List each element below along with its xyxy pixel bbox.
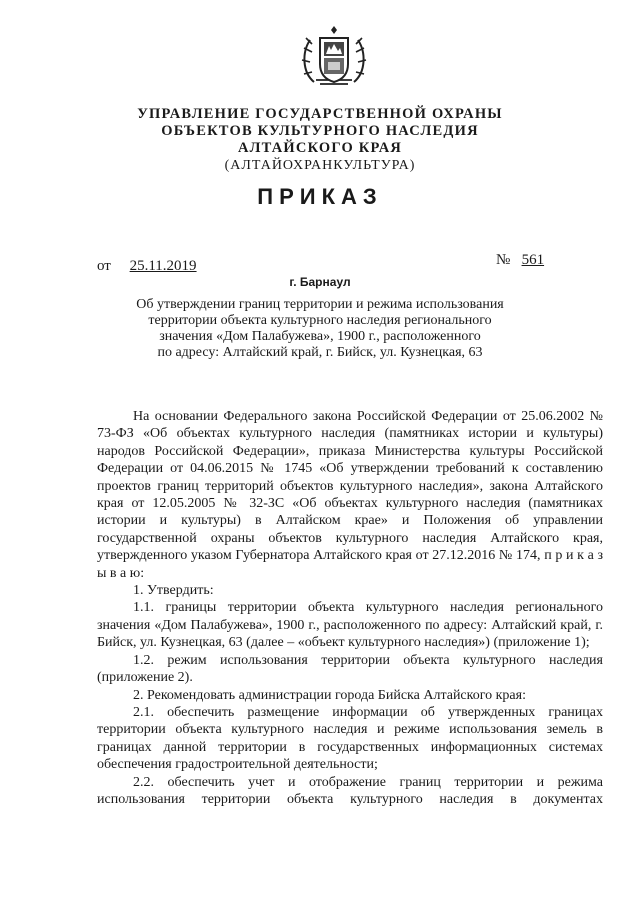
- item-1: 1. Утвердить:: [133, 583, 214, 599]
- issue-city: г. Барнаул: [289, 275, 351, 289]
- organization-header: [0, 106, 640, 175]
- date-prefix: от: [97, 258, 111, 274]
- altai-krai-coat-of-arms-icon: [300, 22, 368, 98]
- document-title: ПРИКАЗ: [257, 184, 383, 209]
- order-date: [97, 258, 197, 275]
- org-line: АЛТАЙСКОГО КРАЯ: [237, 140, 403, 156]
- item-1-1: 1.1. границы территории объекта культурного наследия регионального значения «Дом Палабужева», 1900 г., расположенного по адресу: Алтайский край, г. Бийск, ул. Кузнецкая, 63 (далее – «объект культурного наследия») (приложение 1);: [97, 600, 603, 651]
- subject-line: значения «Дом Палабужева», 1900 г., расположенного: [159, 329, 481, 344]
- order-body: [97, 408, 603, 808]
- org-line: УПРАВЛЕНИЕ ГОСУДАРСТВЕННОЙ ОХРАНЫ: [137, 106, 503, 122]
- number-prefix: №: [496, 252, 511, 268]
- subject-line: по адресу: Алтайский край, г. Бийск, ул. Кузнецкая, 63: [157, 345, 483, 360]
- order-subject: [100, 297, 540, 361]
- item-2-1: 2.1. обеспечить размещение информации об утвержденных границах территории объекта культурного наследия и режиме использования земель в границах данной территории в государственных информационных системах обеспечения градостроительной деятельности;: [97, 704, 603, 773]
- org-line: ОБЪЕКТОВ КУЛЬТУРНОГО НАСЛЕДИЯ: [161, 123, 479, 139]
- item-2: 2. Рекомендовать администрации города Бийска Алтайского края:: [133, 687, 526, 703]
- org-abbreviation: (АЛТАЙОХРАНКУЛЬТУРА): [224, 158, 416, 173]
- subject-line: Об утверждении границ территории и режима использования: [136, 297, 504, 312]
- item-1-2: 1.2. режим использования территории объекта культурного наследия (приложение 2).: [97, 652, 603, 686]
- preamble-paragraph: На основании Федерального закона Российской Федерации от 25.06.2002 № 73-ФЗ «Об объектах культурного наследия (памятниках истории и культуры) народов Российской Федерации», приказа Министерства культуры Российской Федерации от 04.06.2015 № 1745 «Об утверждении требований к составлению проектов границ территорий объектов культурного наследия», закона Алтайского края от 12.05.2005 № 32-ЗС «Об объектах культурного наследия (памятниках истории и культуры) в Алтайском крае» и Положения об управлении государственной охраны объектов культурного наследия Алтайского края, утвержденного указом Губернатора Алтайского края от 27.12.2016 № 174, п р и к а з ы в а ю:: [97, 409, 603, 581]
- order-number: [496, 252, 544, 269]
- number-value: 561: [521, 252, 545, 268]
- item-2-2: 2.2. обеспечить учет и отображение границ территории и режима использования территории объекта культурного наследия в документах: [97, 774, 603, 807]
- subject-line: территории объекта культурного наследия регионального: [148, 313, 492, 328]
- date-value: 25.11.2019: [129, 258, 197, 274]
